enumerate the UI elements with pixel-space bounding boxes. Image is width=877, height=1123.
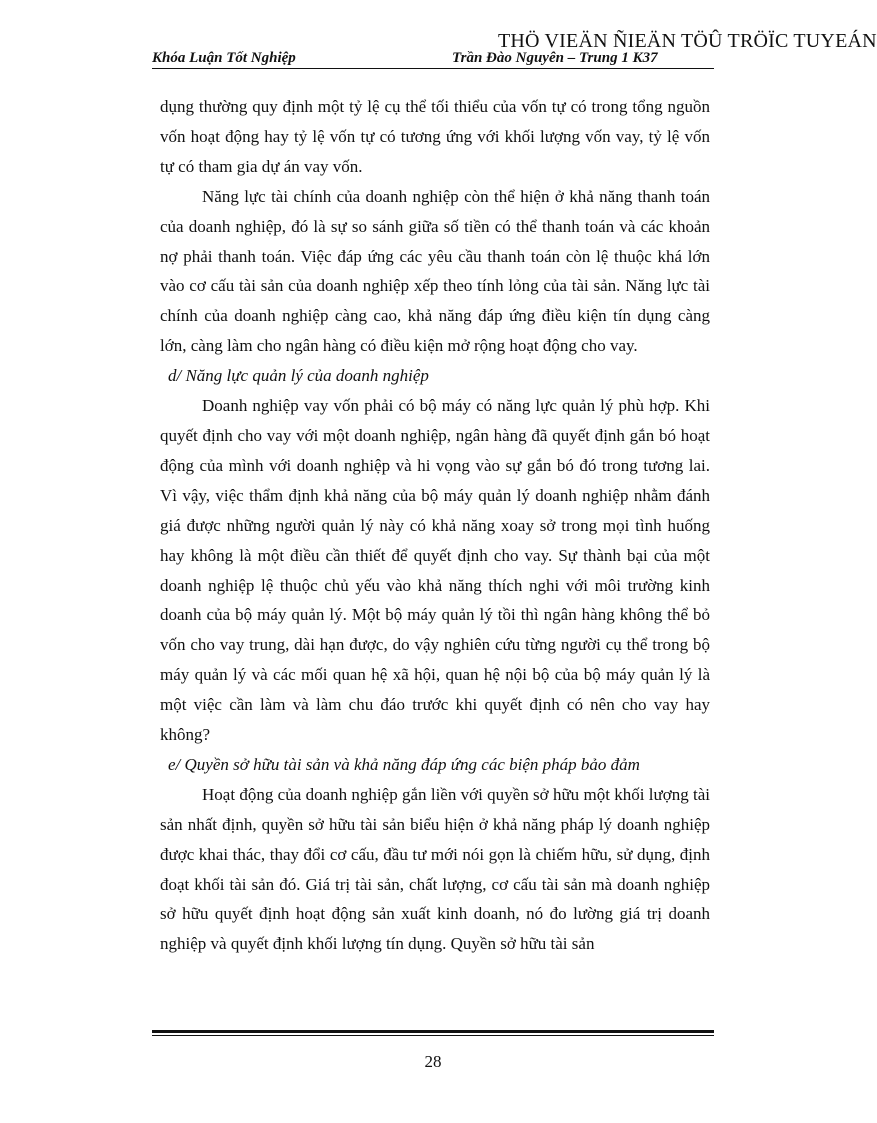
header-author: Trần Đào Nguyên – Trung 1 K37 xyxy=(452,50,658,66)
paragraph-continued: dụng thường quy định một tỷ lệ cụ thể tối thiểu của vốn tự có trong tổng nguồn vốn hoạt động hay tỷ lệ vốn tự có tương ứng với khối lượng vốn vay, tỷ lệ vốn tự có tham gia dự án vay vốn. xyxy=(160,97,710,176)
section-heading-management: d/ Năng lực quản lý của doanh nghiệp xyxy=(168,366,429,386)
paragraph-management: Doanh nghiệp vay vốn phải có bộ máy có năng lực quản lý phù hợp. Khi quyết định cho vay với một doanh nghiệp, ngân hàng đã quyết định gắn bó hoạt động của mình với doanh nghiệp và hi vọng vào sự gắn bó đó trong tương lai. Vì vậy, việc thẩm định khả năng của bộ máy quản lý doanh nghiệp nhằm đánh giá được những người quản lý này có khả năng xoay sở trong mọi tình huống hay không là một điều cần thiết để quyết định cho vay. Sự thành bại của một doanh nghiệp lệ thuộc chủ yếu vào khả năng thích nghi với môi trường kinh doanh của bộ máy quản lý. Một bộ máy quản lý tồi thì ngân hàng không thể bỏ vốn cho vay trung, dài hạn được, do vậy nghiên cứu từng người cụ thể trong bộ máy quản lý và các mối quan hệ xã hội, quan hệ nội bộ của bộ máy quản lý là một việc cần làm và làm chu đáo trước khi quyết định có nên cho vay hay không? xyxy=(160,396,710,745)
header-divider xyxy=(152,68,714,69)
page-body xyxy=(160,92,710,959)
footer-divider-thin xyxy=(152,1035,714,1036)
paragraph-financial-capacity: Năng lực tài chính của doanh nghiệp còn thể hiện ở khả năng thanh toán của doanh nghiệp, đó là sự so sánh giữa số tiền có thể thanh toán và các khoản nợ phải thanh toán. Việc đáp ứng các yêu cầu thanh toán còn lệ thuộc khá lớn vào cơ cấu tài sản của doanh nghiệp xếp theo tính lỏng của tài sản. Năng lực tài chính của doanh nghiệp càng cao, khả năng đáp ứng điều kiện tín dụng càng lớn, càng làm cho ngân hàng có điều kiện mở rộng hoạt động cho vay. xyxy=(160,186,710,356)
footer-divider-thick xyxy=(152,1030,714,1033)
header-thesis-title: Khóa Luận Tốt Nghiệp xyxy=(152,50,296,66)
page-number: 28 xyxy=(424,1052,442,1071)
watermark-text: THÖ VIEÄN ÑIEÄN TÖÛ TRÖÏC TUYEÁN xyxy=(498,30,877,52)
paragraph-ownership: Hoạt động của doanh nghiệp gắn liền với quyền sở hữu một khối lượng tài sản nhất định, quyền sở hữu tài sản biểu hiện ở khả năng pháp lý doanh nghiệp được khai thác, thay đổi cơ cấu, đầu tư mới nói gọn là chiếm hữu, sử dụng, định đoạt khối tài sản đó. Giá trị tài sản, chất lượng, cơ cấu tài sản mà doanh nghiệp sở hữu quyết định hoạt động sản xuất kinh doanh, nó đo lường giá trị doanh nghiệp và quyết định khối lượng tín dụng. Quyền sở hữu tài sản xyxy=(160,784,710,954)
section-heading-ownership: e/ Quyền sở hữu tài sản và khả năng đáp ứng các biện pháp bảo đảm xyxy=(168,754,640,774)
